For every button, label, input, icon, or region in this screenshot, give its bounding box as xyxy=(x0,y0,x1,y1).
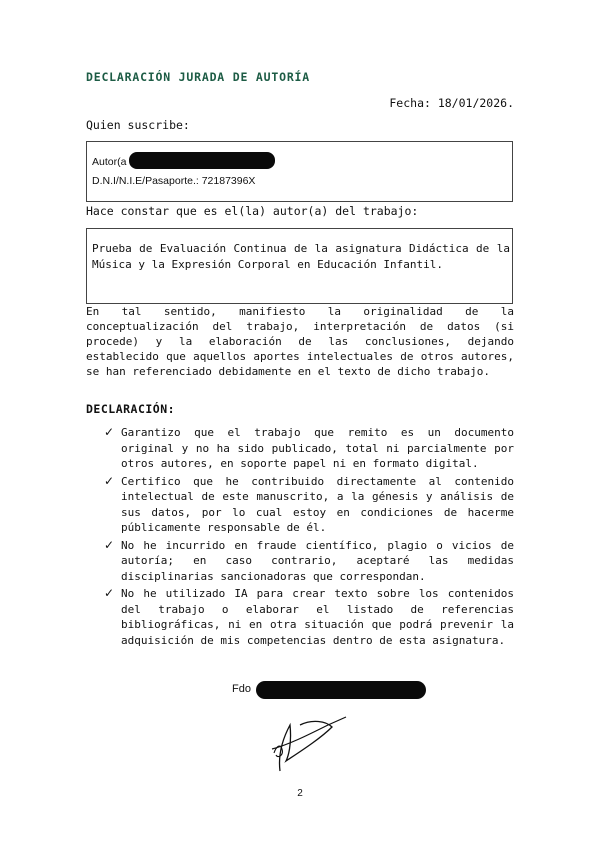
checkmark-icon: ✓ xyxy=(104,425,115,439)
redacted-author-name xyxy=(129,152,275,169)
declaration-text: Certifico que he contribuido directamente al contenido intelectual de este manuscrito, a la génesis y análisis de sus datos, por lo cual estoy en condiciones de hacerme públicamente responsable de él. xyxy=(121,474,514,534)
handwritten-signature xyxy=(268,705,358,775)
originality-paragraph: En tal sentido, manifiesto la originalidad de la conceptualización del trabajo, interpretación de datos (si procede) y la elaboración de las conclusiones, dejando establecido que aquellos aportes intelectuales de otros autores, se han referenciado debidamente en el texto de dicho trabajo. xyxy=(86,305,514,378)
declaration-item xyxy=(104,425,514,472)
page-number: 2 xyxy=(297,788,303,799)
checkmark-icon: ✓ xyxy=(104,586,115,600)
hace-constar-line: Hace constar que es el(la) autor(a) del trabajo: xyxy=(86,204,419,218)
declaration-text: Garantizo que el trabajo que remito es un documento original y no ha sido publicado, total ni parcialmente por otros autores, en soporte papel ni en formato digital. xyxy=(121,426,514,470)
declaration-item xyxy=(104,474,514,536)
dni-line: D.N.I/N.I.E/Pasaporte.: 72187396X xyxy=(92,175,256,187)
work-title-box xyxy=(86,228,513,304)
document-title: DECLARACIÓN JURADA DE AUTORÍA xyxy=(86,70,310,84)
author-box xyxy=(86,141,513,202)
signature-label: Fdo xyxy=(232,683,251,695)
author-label: Autor(a xyxy=(92,156,127,168)
date-line: Fecha: 18/01/2026. xyxy=(389,96,514,110)
declaration-item xyxy=(104,586,514,648)
declaration-list xyxy=(104,425,514,650)
quien-suscribe-label: Quien suscribe: xyxy=(86,118,190,132)
redacted-signer-name xyxy=(256,681,426,699)
work-title: Prueba de Evaluación Continua de la asignatura Didáctica de la Música y la Expresión Corporal en Educación Infantil. xyxy=(92,242,510,271)
declaration-item xyxy=(104,538,514,585)
checkmark-icon: ✓ xyxy=(104,473,115,488)
declaration-heading: DECLARACIÓN: xyxy=(86,402,176,416)
declaration-text: No he utilizado IA para crear texto sobre los contenidos del trabajo o elaborar el listado de referencias bibliográficas, ni en otra situación que podrá prevenir la adquisición de mis competencias dentro de esta asignatura. xyxy=(121,587,514,647)
declaration-text: No he incurrido en fraude científico, plagio o vicios de autoría; en caso contrario, aceptaré las medidas disciplinarias sancionadoras que correspondan. xyxy=(121,538,514,583)
checkmark-icon: ✓ xyxy=(104,537,115,552)
